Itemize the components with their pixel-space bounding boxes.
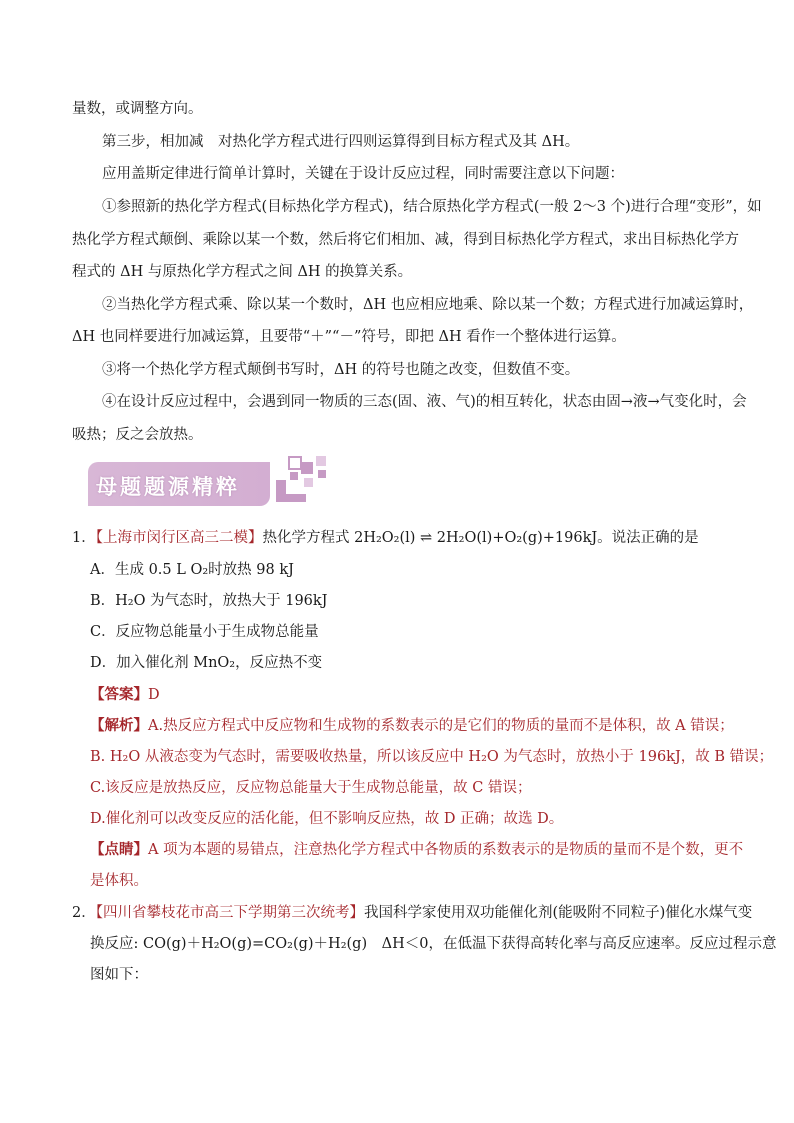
point-4-line-2: 吸热；反之会放热。 bbox=[72, 427, 203, 443]
intro-line-1: 量数，或调整方向。 bbox=[72, 101, 203, 117]
question-1-tip-line-2: 是体积。 bbox=[90, 873, 148, 889]
question-1-text: 热化学方程式 2H₂O₂(l) ⇌ 2H₂O(l)+O₂(g)+196kJ。说法正确的是 bbox=[262, 530, 699, 546]
question-1-tip-line-1 bbox=[90, 840, 743, 860]
point-1-line-1: ①参照新的热化学方程式(目标热化学方程式)，结合原热化学方程式(一般 2～3 个)进行合理“变形”，如 bbox=[102, 199, 762, 215]
question-1-analysis-line-1 bbox=[90, 716, 734, 736]
intro-note: 应用盖斯定律进行简单计算时，关键在于设计反应过程，同时需要注意以下问题： bbox=[102, 166, 624, 182]
question-1-answer bbox=[90, 685, 160, 705]
question-1-option-b: B．H₂O 为气态时，放热大于 196kJ bbox=[90, 593, 328, 609]
question-2-source: 【四川省攀枝花市高三下学期第三次统考】 bbox=[95, 905, 364, 921]
point-2-line-1: ②当热化学方程式乘、除以某一个数时，ΔH 也应相应地乘、除以某一个数；方程式进行加减运算时， bbox=[102, 297, 754, 313]
point-4-line-1: ④在设计反应过程中，会遇到同一物质的三态(固、液、气)的相互转化，状态由固→液→气变化时，会 bbox=[102, 394, 747, 410]
tip-text-1: A 项为本题的易错点，注意热化学方程式中各物质的系数表示的是物质的量而不是个数，更不 bbox=[148, 842, 744, 858]
question-2-stem-line-1 bbox=[72, 903, 752, 923]
question-1-option-a: A．生成 0.5 L O₂时放热 98 kJ bbox=[90, 562, 294, 578]
point-2-line-2: ΔH 也同样要进行加减运算，且要带“＋”“－”符号，即把 ΔH 看作一个整体进行运算。 bbox=[72, 329, 626, 345]
question-2-number: 2． bbox=[72, 905, 96, 921]
question-1-option-c: C．反应物总能量小于生成物总能量 bbox=[90, 624, 319, 640]
question-1-analysis-line-4: D.催化剂可以改变反应的活化能，但不影响反应热，故 D 正确；故选 D。 bbox=[90, 811, 564, 827]
question-1-number: 1． bbox=[72, 530, 96, 546]
question-1-stem bbox=[72, 528, 699, 548]
question-1-option-d: D．加入催化剂 MnO₂，反应热不变 bbox=[90, 655, 323, 671]
question-2-stem-line-3: 图如下： bbox=[90, 967, 148, 983]
question-1-analysis-line-3: C.该反应是放热反应，反应物总能量大于生成物总能量，故 C 错误； bbox=[90, 780, 532, 796]
point-1-line-3: 程式的 ΔH 与原热化学方程式之间 ΔH 的换算关系。 bbox=[72, 264, 413, 280]
intro-step-3: 第三步，相加减 对热化学方程式进行四则运算得到目标方程式及其 ΔH。 bbox=[102, 134, 580, 150]
question-2-text-1: 我国科学家使用双功能催化剂(能吸附不同粒子)催化水煤气变 bbox=[363, 905, 753, 921]
section-banner-title: 母题题源精粹 bbox=[96, 475, 240, 499]
answer-tag: 【答案】 bbox=[90, 686, 148, 703]
analysis-text-1: A.热反应方程式中反应物和生成物的系数表示的是它们的物质的量而不是体积，故 A 错误； bbox=[148, 718, 734, 734]
question-1-analysis-line-2: B. H₂O 从液态变为气态时，需要吸收热量，所以该反应中 H₂O 为气态时，放热小于 196kJ，故 B 错误； bbox=[90, 749, 774, 765]
question-2-stem-line-2: 换反应: CO(g)＋H₂O(g)=CO₂(g)＋H₂(g) ΔH＜0，在低温下获得高转化率与高反应速率。反应过程示意 bbox=[90, 936, 777, 952]
answer-value: D bbox=[148, 687, 160, 703]
tip-tag: 【点睛】 bbox=[90, 841, 148, 858]
point-3: ③将一个热化学方程式颠倒书写时，ΔH 的符号也随之改变，但数值不变。 bbox=[102, 362, 580, 378]
question-1-source: 【上海市闵行区高三二模】 bbox=[95, 530, 263, 546]
point-1-line-2: 热化学方程式颠倒、乘除以某一个数，然后将它们相加、减，得到目标热化学方程式，求出目标热化学方 bbox=[72, 232, 739, 248]
analysis-tag: 【解析】 bbox=[90, 717, 148, 734]
